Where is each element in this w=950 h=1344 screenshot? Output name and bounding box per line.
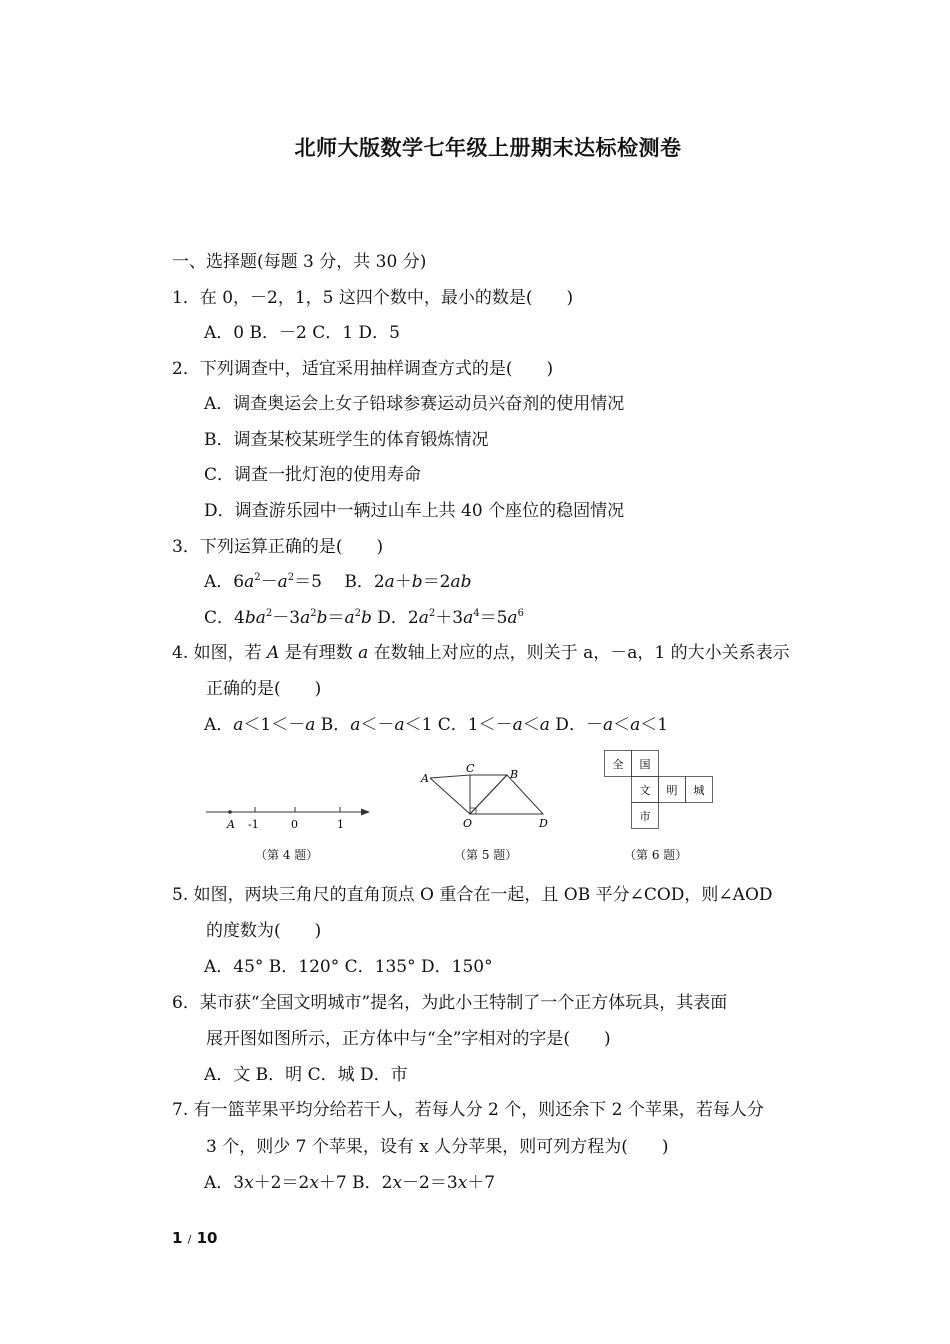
question-3-options-ab: A．$6a^2-a^2=5$ B．2a＋b＝2ab bbox=[204, 572, 472, 592]
question-4-options: A．a＜1＜－a B．a＜－a＜1 C．1＜－a＜a D．－a＜a＜1 bbox=[204, 715, 669, 735]
point-a-dot bbox=[228, 810, 232, 814]
question-2-option-c: C．调查一批灯泡的使用寿命 bbox=[204, 465, 422, 485]
tick-label: -1 bbox=[248, 818, 259, 831]
label-d: D bbox=[539, 817, 548, 830]
question-2-stem: 2．下列调查中，适宜采用抽样调查方式的是( ) bbox=[172, 359, 554, 379]
question-7-options: A．3x＋2＝2x＋7 B．2x－2＝3x＋7 bbox=[204, 1173, 496, 1193]
question-7-stem: 7. 有一篮苹果平均分给若干人，若每人分 2 个，则还余下 2 个苹果，若每人分 bbox=[172, 1100, 764, 1120]
question-7-stem-continued: 3 个，则少 7 个苹果，设有 x 人分苹果，则可列方程为( ) bbox=[206, 1137, 669, 1157]
net-cell-quan: 全 bbox=[612, 758, 624, 771]
label-c: C bbox=[466, 762, 475, 775]
question-6-stem: 6．某市获“全国文明城市”提名，为此小王特制了一个正方体玩具，其表面 bbox=[172, 993, 728, 1013]
figure-6-caption: （第 6 题） bbox=[624, 848, 688, 862]
question-6-options: A．文 B．明 C．城 D．市 bbox=[204, 1065, 408, 1085]
figure-5-triangles bbox=[415, 762, 565, 834]
label-o: O bbox=[463, 817, 473, 830]
net-cell-cheng: 城 bbox=[693, 784, 705, 797]
label-b: B bbox=[510, 768, 519, 781]
net-cell-guo: 国 bbox=[639, 758, 651, 771]
question-2-option-a: A．调查奥运会上女子铅球参赛运动员兴奋剂的使用情况 bbox=[204, 394, 625, 414]
point-a-label: A bbox=[227, 818, 235, 831]
question-6-stem-continued: 展开图如图所示，正方体中与“全”字相对的字是( ) bbox=[206, 1029, 611, 1049]
question-4-stem: 4. 如图，若 A 是有理数 a 在数轴上对应的点，则关于 a，－a，1 的大小关系表示 bbox=[172, 643, 790, 663]
figure-4-caption: （第 4 题） bbox=[255, 848, 319, 862]
tick-label: 0 bbox=[291, 818, 298, 831]
question-5-stem: 5. 如图，两块三角尺的直角顶点 O 重合在一起，且 OB 平分∠COD，则∠AOD bbox=[172, 885, 773, 905]
page-title: 北师大版数学七年级上册期末达标检测卷 bbox=[294, 136, 682, 160]
net-cell-wen: 文 bbox=[639, 784, 651, 797]
question-5-stem-continued: 的度数为( ) bbox=[206, 921, 322, 941]
question-3-stem: 3．下列运算正确的是( ) bbox=[172, 537, 384, 557]
question-2-option-b: B．调查某校某班学生的体育锻炼情况 bbox=[204, 430, 489, 450]
tick-label: 1 bbox=[337, 818, 344, 831]
question-1-options: A．0 B．－2 C．1 D．5 bbox=[204, 323, 400, 343]
question-3-options-cd: C．$4ba^2-3a^2b=a^2b$ D．$2a^2+3a^4=5a^6$ bbox=[204, 608, 524, 628]
net-cell-shi: 市 bbox=[639, 810, 651, 823]
figure-5-caption: （第 5 题） bbox=[454, 848, 518, 862]
question-1-stem: 1．在 0，－2，1，5 这四个数中，最小的数是( ) bbox=[172, 288, 574, 308]
label-a: A bbox=[421, 772, 429, 785]
net-cell-ming: 明 bbox=[666, 784, 678, 797]
question-2-option-d: D．调查游乐园中一辆过山车上共 40 个座位的稳固情况 bbox=[204, 501, 625, 521]
section-heading: 一、选择题(每题 3 分，共 30 分) bbox=[172, 252, 427, 272]
question-5-options: A．45° B．120° C．135° D．150° bbox=[204, 957, 493, 977]
page-number: 1 / 10 bbox=[172, 1229, 218, 1247]
figure-6-cube-net bbox=[604, 750, 714, 832]
question-4-stem-continued: 正确的是( ) bbox=[206, 679, 322, 699]
